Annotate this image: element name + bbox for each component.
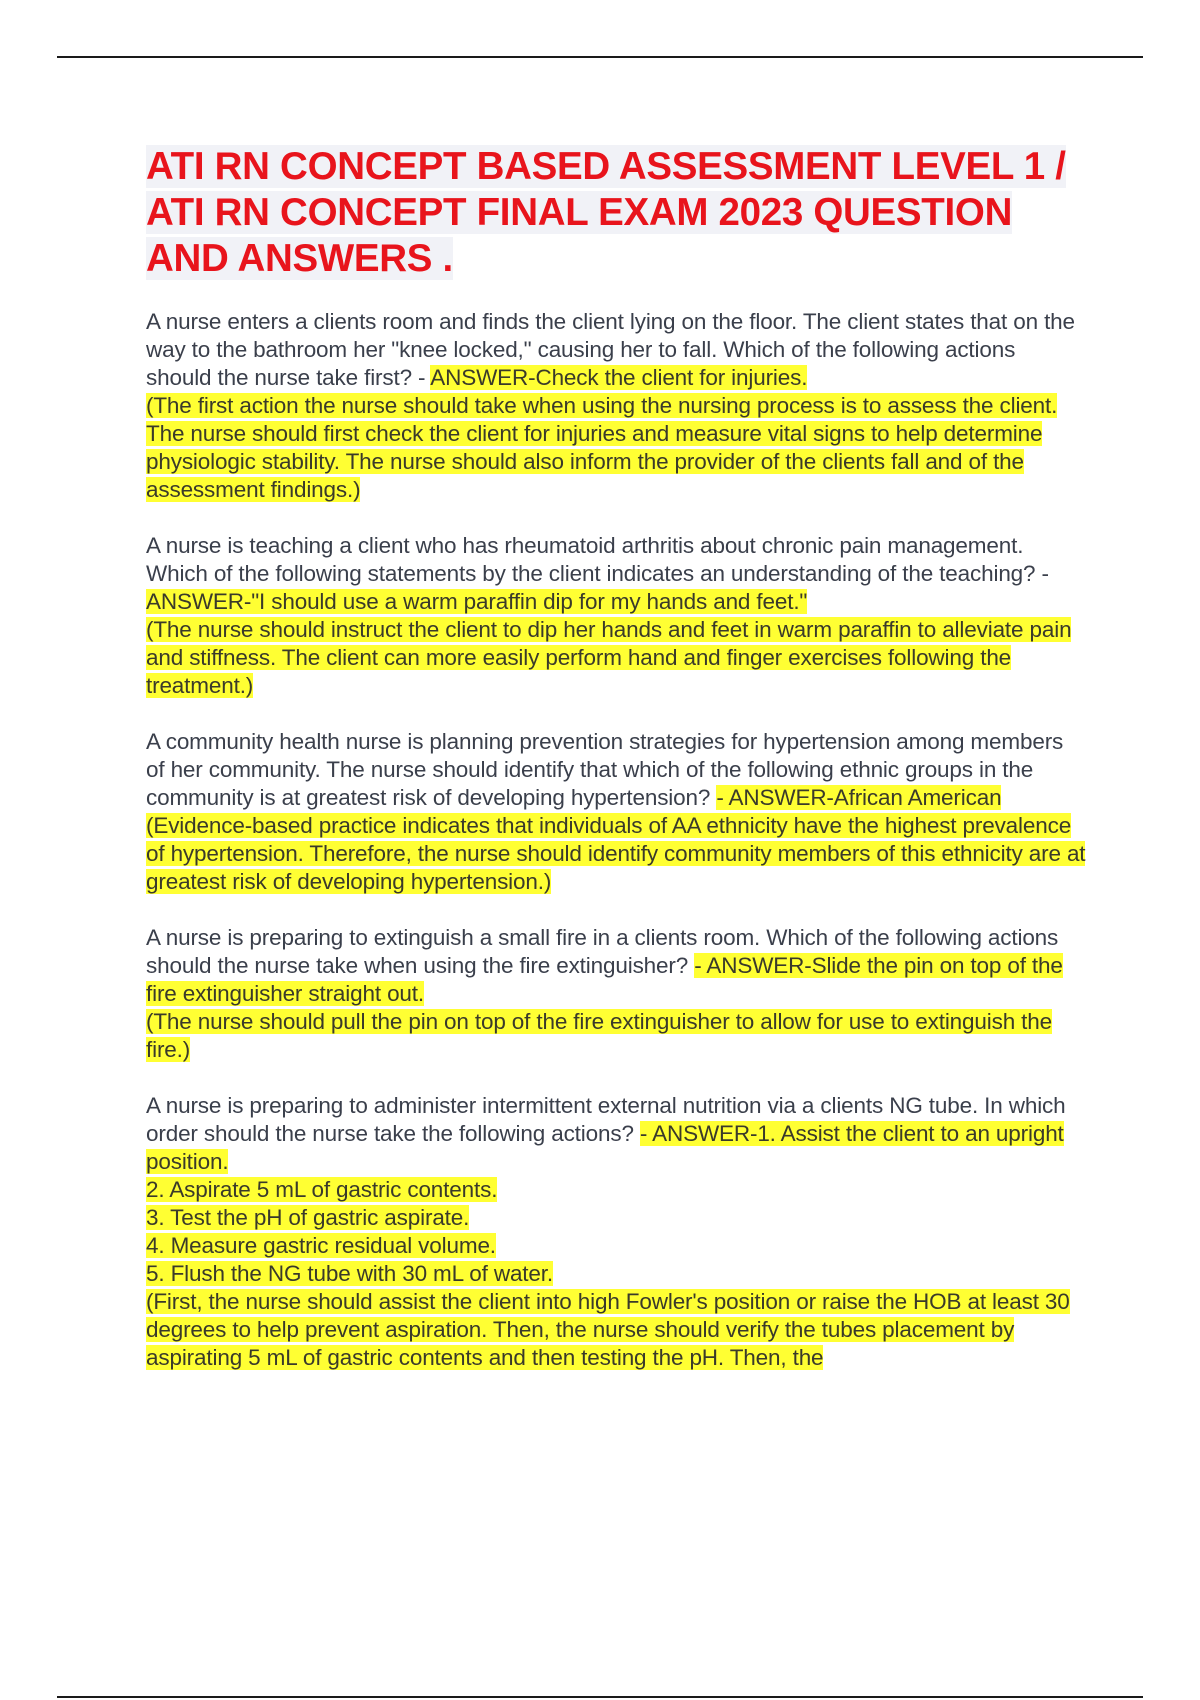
answer-text: ANSWER-Check the client for injuries.	[430, 365, 808, 390]
qa-item-4	[146, 924, 1086, 1064]
answer-rationale: (The nurse should instruct the client to dip her hands and feet in warm paraffin to alleviate pain and stiffness. The client can more easily perform hand and finger exercises following the treatment.)	[146, 617, 1072, 698]
question-text: A community health nurse is planning prevention strategies for hypertension among members of her community. The nurse should identify that which of the following ethnic groups in the community is at greatest risk of developing hypertension?	[146, 729, 1064, 810]
question-text: A nurse is preparing to extinguish a small fire in a clients room. Which of the following actions should the nurse take when using the fire extinguisher?	[146, 925, 1059, 978]
answer-step: 3. Test the pH of gastric aspirate.	[146, 1205, 470, 1230]
answer-step: 5. Flush the NG tube with 30 mL of water.	[146, 1261, 553, 1286]
question-text: A nurse is preparing to administer intermittent external nutrition via a clients NG tube. In which order should the nurse take the following actions?	[146, 1093, 1066, 1146]
answer-step: 4. Measure gastric residual volume.	[146, 1233, 496, 1258]
answer-text: - ANSWER-Slide the pin on top of the fire extinguisher straight out.	[146, 953, 1063, 1006]
qa-item-3	[146, 728, 1086, 896]
answer-rationale: (Evidence-based practice indicates that individuals of AA ethnicity have the highest prevalence of hypertension. Therefore, the nurse should identify community members of this ethnicity are at greatest risk of developing hypertension.)	[146, 813, 1086, 894]
answer-text: - ANSWER-African American	[716, 785, 1002, 810]
question-text: A nurse is teaching a client who has rheumatoid arthritis about chronic pain management. Which of the following statements by the client indicates an understanding of the teaching? -	[146, 533, 1049, 586]
answer-rationale: (First, the nurse should assist the client into high Fowler's position or raise the HOB at least 30 degrees to help prevent aspiration. Then, the nurse should verify the tubes placement by aspirating 5 mL of gastric contents and then testing the pH. Then, the	[146, 1289, 1070, 1370]
bottom-rule	[57, 1696, 1143, 1698]
answer-rationale: (The nurse should pull the pin on top of the fire extinguisher to allow for use to extinguish the fire.)	[146, 1009, 1053, 1062]
question-text: A nurse enters a clients room and finds the client lying on the floor. The client states that on the way to the bathroom her "knee locked," causing her to fall. Which of the following actions should the nurse take first? -	[146, 309, 1075, 390]
answer-text: - ANSWER-1. Assist the client to an upright position.	[146, 1121, 1064, 1174]
qa-item-5	[146, 1092, 1086, 1372]
qa-item-2	[146, 532, 1086, 700]
document-body	[146, 144, 1086, 1400]
answer-text: ANSWER-"I should use a warm paraffin dip for my hands and feet."	[146, 589, 808, 614]
qa-item-1	[146, 308, 1086, 504]
document-title: ATI RN CONCEPT BASED ASSESSMENT LEVEL 1 / ATI RN CONCEPT FINAL EXAM 2023 QUESTION AND ANSWERS .	[146, 145, 1066, 280]
answer-step: 2. Aspirate 5 mL of gastric contents.	[146, 1177, 498, 1202]
top-rule	[57, 56, 1143, 58]
answer-rationale: (The first action the nurse should take when using the nursing process is to assess the client. The nurse should first check the client for injuries and measure vital signs to help determine physiologic stability. The nurse should also inform the provider of the clients fall and of the assessment findings.)	[146, 393, 1058, 502]
